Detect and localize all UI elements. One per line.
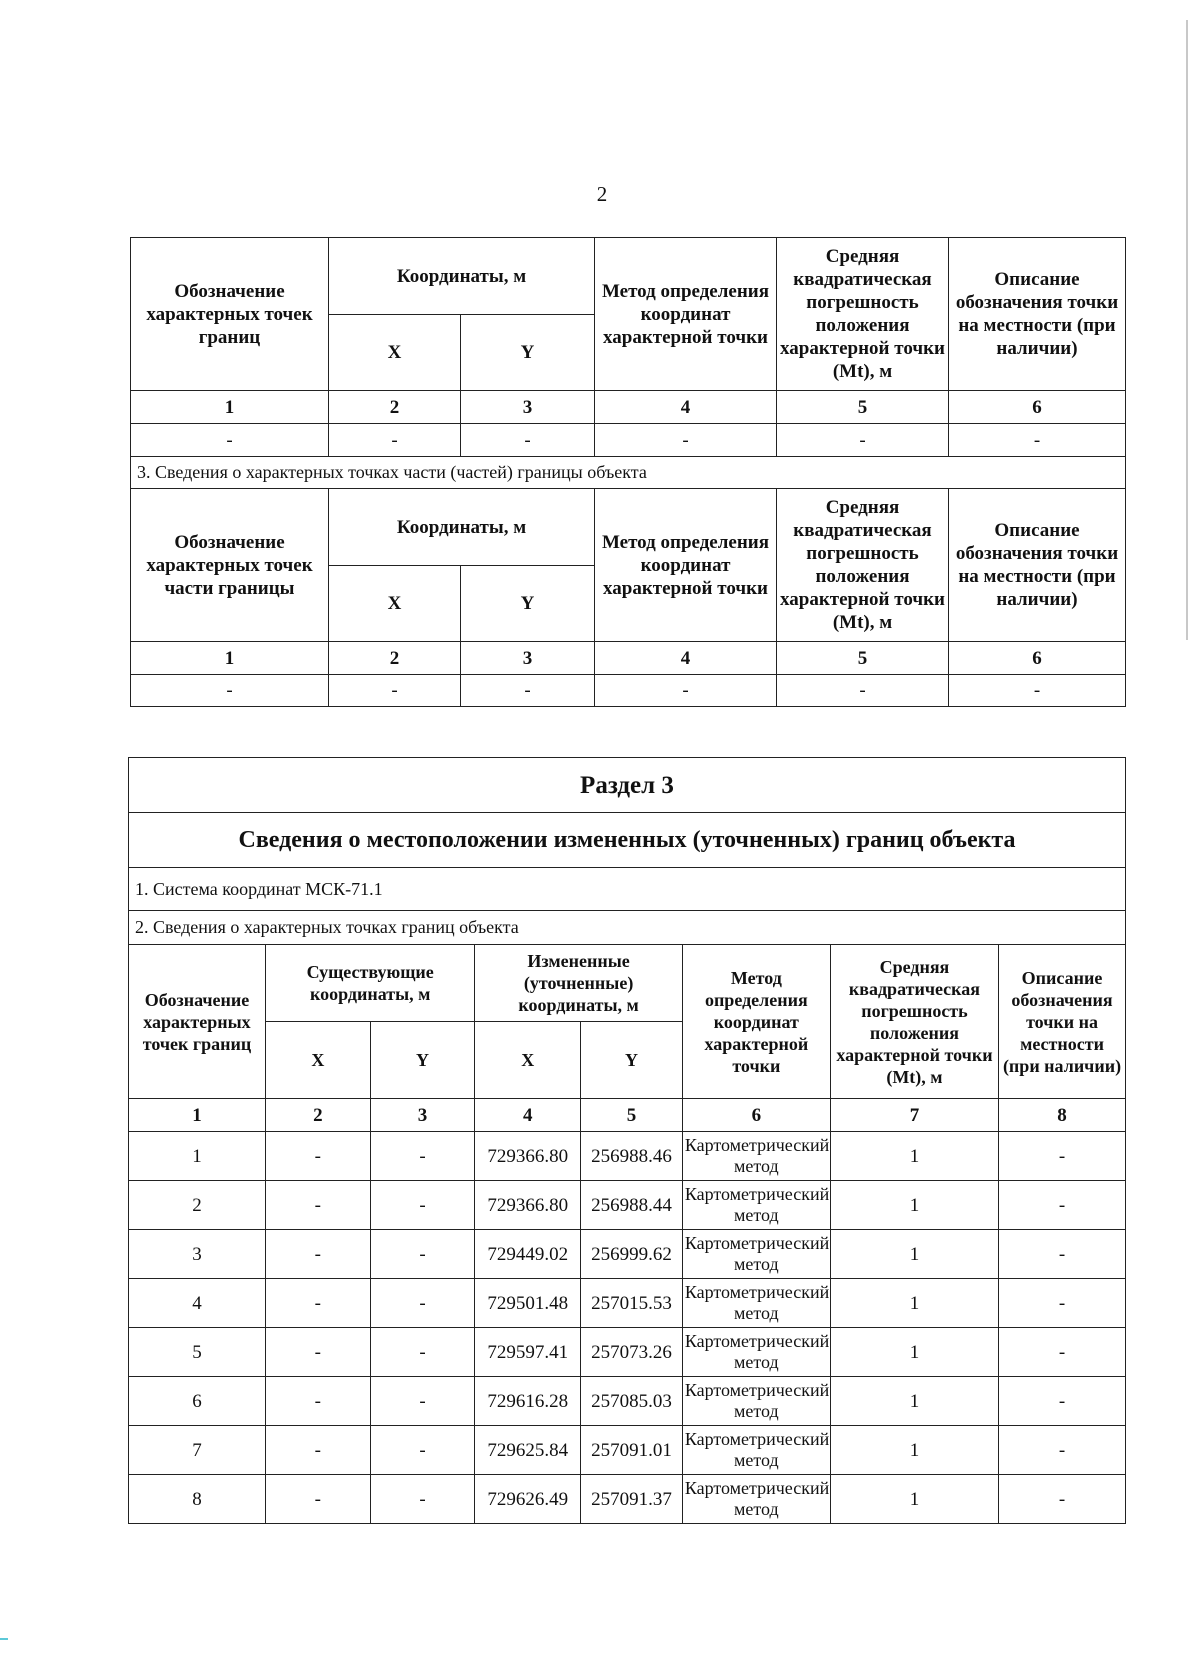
existing-y: -	[370, 1230, 475, 1279]
table-row	[129, 1279, 1126, 1328]
col-number: 6	[949, 642, 1126, 675]
point-number: 7	[129, 1426, 266, 1475]
accuracy: 1	[830, 1132, 998, 1181]
header-y: Y	[581, 1022, 683, 1099]
point-number: 3	[129, 1230, 266, 1279]
changed-x: 729626.49	[475, 1475, 581, 1524]
table-row	[129, 1475, 1126, 1524]
header-point-part: Обозначение характерных точек части границы	[131, 489, 329, 642]
col-number: 1	[131, 642, 329, 675]
col-number: 3	[461, 642, 595, 675]
header-x: X	[329, 566, 461, 642]
accuracy: 1	[830, 1279, 998, 1328]
header-accuracy: Средняя квадратическая погрешность положения характерной точки (Mt), м	[830, 945, 998, 1099]
existing-x: -	[265, 1475, 370, 1524]
accuracy: 1	[830, 1475, 998, 1524]
empty-cell: -	[777, 675, 949, 707]
changed-x: 729449.02	[475, 1230, 581, 1279]
table-row	[129, 1426, 1126, 1475]
accuracy: 1	[830, 1181, 998, 1230]
description: -	[999, 1328, 1126, 1377]
changed-y: 257091.01	[581, 1426, 683, 1475]
header-method: Метод определения координат характерной точки	[682, 945, 830, 1099]
col-number: 5	[777, 391, 949, 424]
header-method: Метод определения координат характерной точки	[595, 238, 777, 391]
existing-x: -	[265, 1426, 370, 1475]
header-y: Y	[461, 566, 595, 642]
col-number: 4	[595, 642, 777, 675]
changed-y: 256999.62	[581, 1230, 683, 1279]
table-row	[129, 1181, 1126, 1230]
existing-y: -	[370, 1132, 475, 1181]
header-x: X	[265, 1022, 370, 1099]
method: Картометрический метод	[682, 1328, 830, 1377]
col-number: 1	[131, 391, 329, 424]
point-number: 5	[129, 1328, 266, 1377]
description: -	[999, 1132, 1126, 1181]
col-number: 4	[475, 1099, 581, 1132]
accuracy: 1	[830, 1426, 998, 1475]
section-title: Раздел 3	[129, 758, 1126, 813]
method: Картометрический метод	[682, 1230, 830, 1279]
existing-x: -	[265, 1230, 370, 1279]
scan-mark	[0, 1638, 8, 1640]
point-number: 8	[129, 1475, 266, 1524]
header-accuracy: Средняя квадратическая погрешность положения характерной точки (Mt), м	[777, 489, 949, 642]
existing-y: -	[370, 1377, 475, 1426]
existing-x: -	[265, 1279, 370, 1328]
existing-y: -	[370, 1475, 475, 1524]
empty-cell: -	[131, 424, 329, 457]
changed-y: 256988.44	[581, 1181, 683, 1230]
header-existing-coords: Существующие координаты, м	[265, 945, 474, 1022]
header-description: Описание обозначения точки на местности (при наличии)	[949, 489, 1126, 642]
col-number: 6	[682, 1099, 830, 1132]
empty-cell: -	[461, 424, 595, 457]
changed-x: 729625.84	[475, 1426, 581, 1475]
header-point: Обозначение характерных точек границ	[129, 945, 266, 1099]
section3-table	[128, 757, 1126, 1524]
col-number: 5	[581, 1099, 683, 1132]
description: -	[999, 1181, 1126, 1230]
col-number: 1	[129, 1099, 266, 1132]
empty-cell: -	[131, 675, 329, 707]
col-number: 3	[461, 391, 595, 424]
header-x: X	[475, 1022, 581, 1099]
method: Картометрический метод	[682, 1426, 830, 1475]
header-method: Метод определения координат характерной точки	[595, 489, 777, 642]
changed-y: 257073.26	[581, 1328, 683, 1377]
header-coords: Координаты, м	[329, 489, 595, 566]
header-description: Описание обозначения точки на местности (при наличии)	[949, 238, 1126, 391]
empty-cell: -	[461, 675, 595, 707]
point-number: 4	[129, 1279, 266, 1328]
col-number: 2	[329, 642, 461, 675]
part-section-title: 3. Сведения о характерных точках части (частей) границы объекта	[131, 457, 1126, 489]
empty-cell: -	[595, 424, 777, 457]
changed-x: 729501.48	[475, 1279, 581, 1328]
section-subtitle: Сведения о местоположении измененных (уточненных) границ объекта	[129, 813, 1126, 868]
empty-cell: -	[595, 675, 777, 707]
method: Картометрический метод	[682, 1475, 830, 1524]
accuracy: 1	[830, 1328, 998, 1377]
changed-y: 257015.53	[581, 1279, 683, 1328]
col-number: 2	[265, 1099, 370, 1132]
accuracy: 1	[830, 1377, 998, 1426]
point-number: 6	[129, 1377, 266, 1426]
accuracy: 1	[830, 1230, 998, 1279]
method: Картометрический метод	[682, 1132, 830, 1181]
method: Картометрический метод	[682, 1377, 830, 1426]
col-number: 3	[370, 1099, 475, 1132]
coord-system: 1. Система координат МСК-71.1	[129, 868, 1126, 911]
empty-cell: -	[949, 675, 1126, 707]
description: -	[999, 1230, 1126, 1279]
col-number: 6	[949, 391, 1126, 424]
col-number: 8	[999, 1099, 1126, 1132]
changed-y: 256988.46	[581, 1132, 683, 1181]
empty-cell: -	[329, 675, 461, 707]
scan-edge-line	[1186, 20, 1188, 640]
method: Картометрический метод	[682, 1181, 830, 1230]
existing-x: -	[265, 1181, 370, 1230]
header-changed-coords: Измененные (уточненные) координаты, м	[475, 945, 682, 1022]
changed-x: 729366.80	[475, 1132, 581, 1181]
page-number: 2	[596, 182, 608, 206]
points-title: 2. Сведения о характерных точках границ объекта	[129, 911, 1126, 945]
existing-y: -	[370, 1181, 475, 1230]
description: -	[999, 1475, 1126, 1524]
existing-x: -	[265, 1377, 370, 1426]
header-y: Y	[461, 315, 595, 391]
changed-x: 729597.41	[475, 1328, 581, 1377]
col-number: 2	[329, 391, 461, 424]
description: -	[999, 1377, 1126, 1426]
changed-y: 257085.03	[581, 1377, 683, 1426]
col-number: 5	[777, 642, 949, 675]
changed-x: 729616.28	[475, 1377, 581, 1426]
existing-x: -	[265, 1132, 370, 1181]
point-number: 1	[129, 1132, 266, 1181]
part-points-table	[130, 237, 1126, 707]
method: Картометрический метод	[682, 1279, 830, 1328]
col-number: 7	[830, 1099, 998, 1132]
description: -	[999, 1426, 1126, 1475]
changed-x: 729366.80	[475, 1181, 581, 1230]
description: -	[999, 1279, 1126, 1328]
existing-y: -	[370, 1328, 475, 1377]
header-point: Обозначение характерных точек границ	[131, 238, 329, 391]
empty-cell: -	[777, 424, 949, 457]
changed-y: 257091.37	[581, 1475, 683, 1524]
point-number: 2	[129, 1181, 266, 1230]
existing-y: -	[370, 1279, 475, 1328]
header-coords: Координаты, м	[329, 238, 595, 315]
header-description: Описание обозначения точки на местности (при наличии)	[999, 945, 1126, 1099]
empty-cell: -	[329, 424, 461, 457]
table-row	[129, 1132, 1126, 1181]
header-x: X	[329, 315, 461, 391]
existing-y: -	[370, 1426, 475, 1475]
col-number: 4	[595, 391, 777, 424]
header-accuracy: Средняя квадратическая погрешность положения характерной точки (Mt), м	[777, 238, 949, 391]
empty-cell: -	[949, 424, 1126, 457]
existing-x: -	[265, 1328, 370, 1377]
header-y: Y	[370, 1022, 475, 1099]
table-row	[129, 1377, 1126, 1426]
table-row	[129, 1328, 1126, 1377]
table-row	[129, 1230, 1126, 1279]
